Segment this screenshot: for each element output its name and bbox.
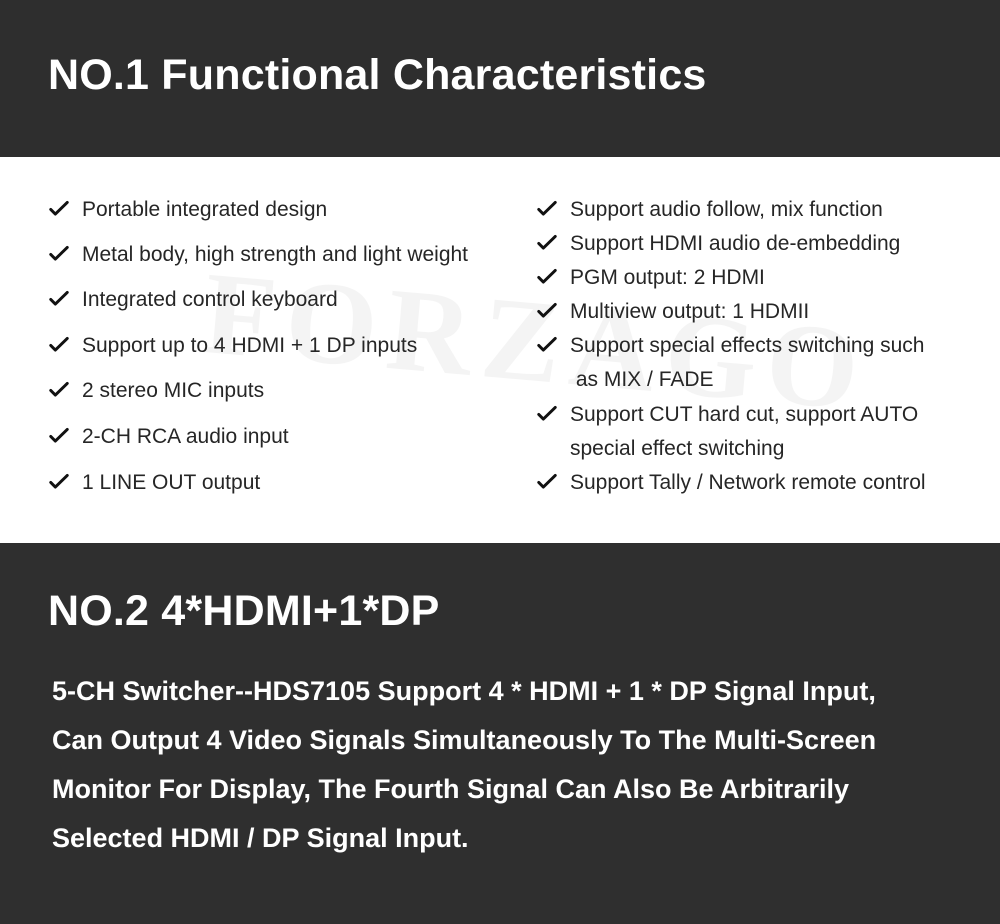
description-line: 5-CH Switcher--HDS7105 Support 4 * HDMI + 1 * DP Signal Input,	[52, 676, 876, 706]
feature-item-metal-body	[48, 238, 518, 272]
feature-label: Metal body, high strength and light weight	[82, 243, 469, 266]
feature-item-line-out	[48, 466, 518, 500]
feature-item-mic-inputs	[48, 374, 518, 408]
section-two-title: NO.2 4*HDMI+1*DP	[48, 587, 440, 635]
check-icon	[536, 266, 558, 288]
feature-label: Support HDMI audio de-embedding	[570, 232, 901, 255]
check-icon	[48, 425, 70, 447]
description-line: Selected HDMI / DP Signal Input.	[52, 823, 469, 853]
feature-item-multiview-output	[536, 295, 976, 329]
feature-label: Support up to 4 HDMI + 1 DP inputs	[82, 334, 418, 357]
section-two	[0, 543, 1000, 924]
feature-label: 1 LINE OUT output	[82, 471, 261, 494]
description-line: Can Output 4 Video Signals Simultaneously To The Multi-Screen	[52, 725, 877, 755]
feature-item-cut-auto	[536, 398, 976, 466]
check-icon	[536, 300, 558, 322]
description-line: Monitor For Display, The Fourth Signal Can Also Be Arbitrarily	[52, 774, 850, 804]
feature-label: Support CUT hard cut, support AUTO special effect switching	[570, 403, 919, 460]
feature-item-inputs	[48, 329, 518, 363]
feature-item-control-keyboard	[48, 283, 518, 317]
feature-item-audio-follow	[536, 193, 976, 227]
section-one-header	[0, 0, 1000, 157]
check-icon	[536, 403, 558, 425]
check-icon	[48, 243, 70, 265]
feature-label: Support audio follow, mix function	[570, 198, 883, 221]
features-panel	[0, 157, 1000, 543]
feature-label: 2-CH RCA audio input	[82, 425, 289, 448]
check-icon	[536, 232, 558, 254]
feature-item-effects-switching	[536, 329, 976, 397]
check-icon	[48, 288, 70, 310]
section-one-title: NO.1 Functional Characteristics	[48, 51, 707, 99]
feature-label: Support Tally / Network remote control	[570, 471, 926, 494]
feature-item-portable-design	[48, 193, 518, 227]
check-icon	[536, 334, 558, 356]
feature-item-rca-audio	[48, 420, 518, 454]
section-two-description	[52, 667, 952, 863]
feature-label: 2 stereo MIC inputs	[82, 379, 265, 402]
feature-label: Portable integrated design	[82, 198, 328, 221]
check-icon	[48, 471, 70, 493]
check-icon	[48, 379, 70, 401]
feature-item-tally-network	[536, 466, 976, 500]
check-icon	[536, 198, 558, 220]
feature-label: Support special effects switching such as MIX / FADE	[570, 334, 925, 391]
check-icon	[48, 198, 70, 220]
check-icon	[48, 334, 70, 356]
feature-item-audio-deembedding	[536, 227, 976, 261]
feature-label: Integrated control keyboard	[82, 288, 338, 311]
feature-label: Multiview output: 1 HDMII	[570, 300, 810, 323]
feature-label: PGM output: 2 HDMI	[570, 266, 765, 289]
check-icon	[536, 471, 558, 493]
feature-item-pgm-output	[536, 261, 976, 295]
